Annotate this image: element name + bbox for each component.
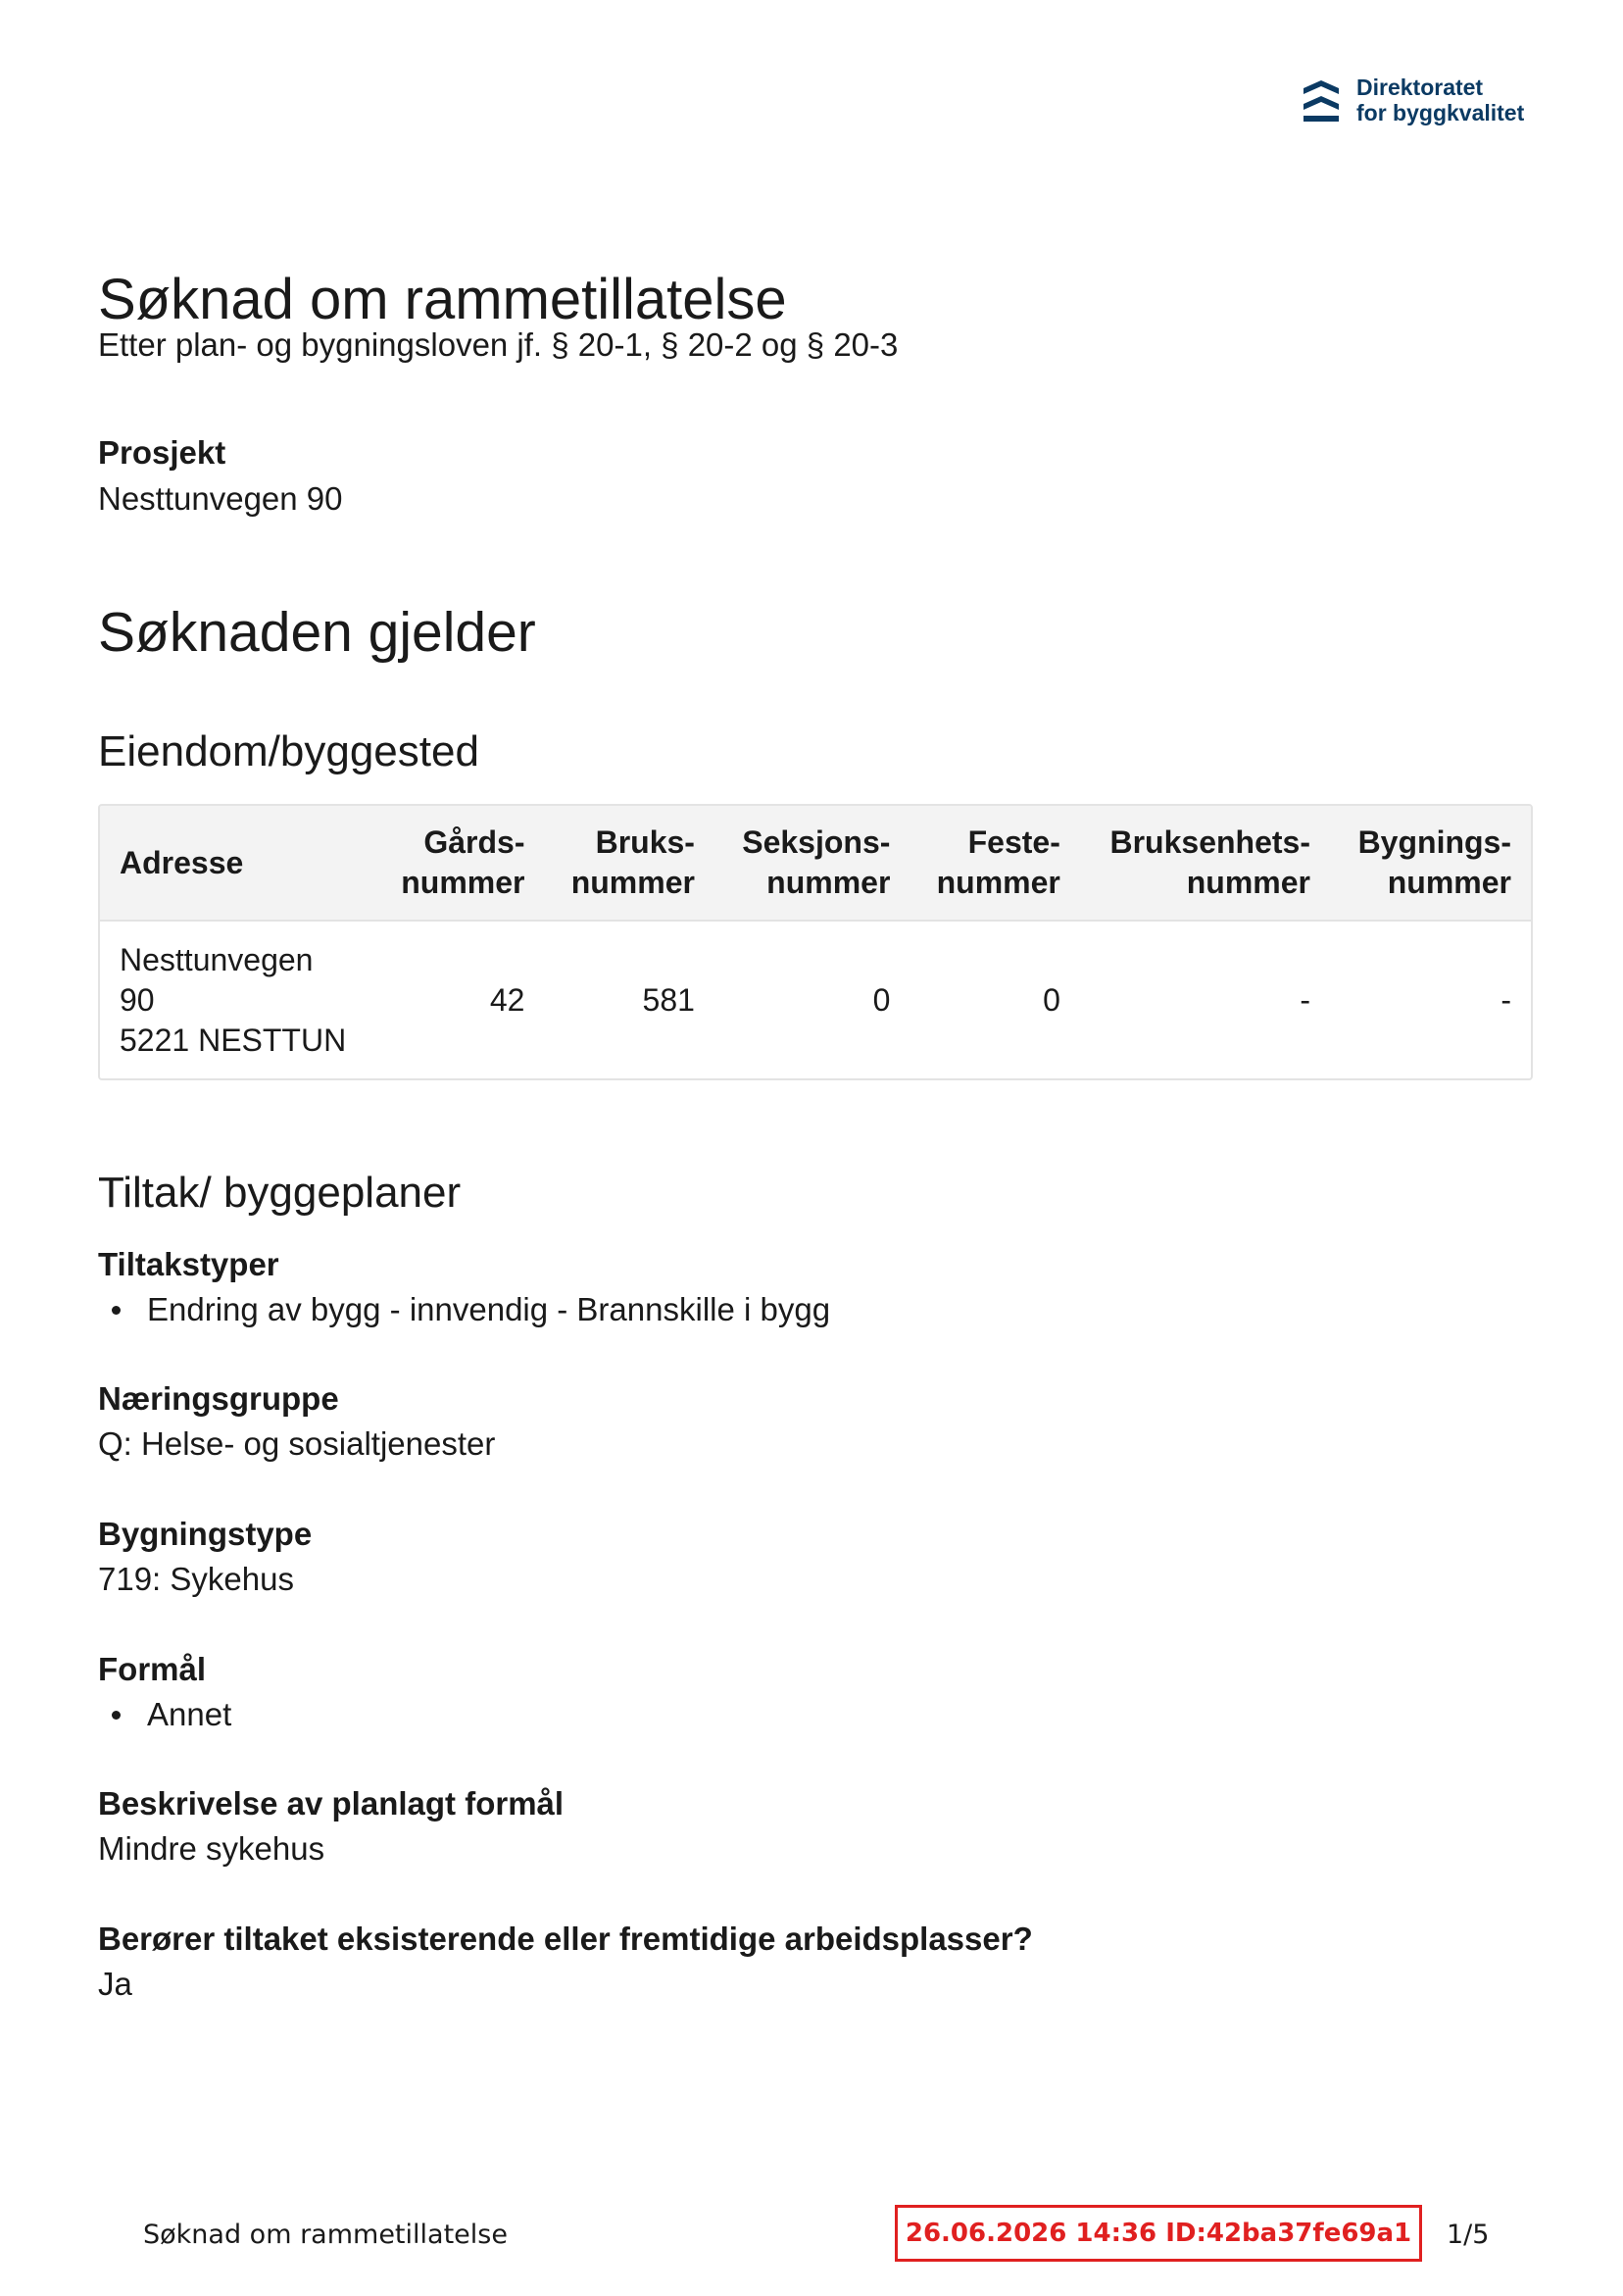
col-header-festenummer: Feste- nummer: [910, 806, 1079, 921]
bygningstype-value: 719: Sykehus: [98, 1561, 294, 1597]
cell-seksjonsnummer: 0: [872, 982, 891, 1018]
footer-title: Søknad om rammetillatelse: [143, 2220, 508, 2250]
section-title: Søknaden gjelder: [98, 601, 536, 664]
formal-label: Formål: [98, 1651, 207, 1687]
col-header-bruksenhetsnummer: Bruksenhets- nummer: [1080, 806, 1330, 921]
project-label: Prosjekt: [98, 434, 226, 471]
bygningstype-label: Bygningstype: [98, 1516, 313, 1552]
cell-festenummer: 0: [1043, 982, 1060, 1018]
tiltak-title: Tiltak/ byggeplaner: [98, 1169, 462, 1217]
dibk-chevron-logo-icon: [1302, 78, 1341, 124]
list-item: Annet: [98, 1695, 231, 1734]
logo-line-2: for byggkvalitet: [1356, 100, 1525, 125]
timestamp-stamp: 26.06.2026 14:36 ID:42ba37fe69a1: [895, 2205, 1422, 2262]
arbeidsplasser-label: Berører tiltaket eksisterende eller fremtidige arbeidsplasser?: [98, 1921, 1033, 1957]
page-number: 1/5: [1447, 2220, 1490, 2250]
naeringsgruppe-label: Næringsgruppe: [98, 1380, 339, 1417]
property-title: Eiendom/byggested: [98, 727, 479, 775]
list-item: Endring av bygg - innvendig - Brannskille i bygg: [98, 1290, 830, 1329]
cell-gardsnummer: 42: [489, 982, 525, 1018]
tiltakstyper-label: Tiltakstyper: [98, 1246, 279, 1282]
tiltakstyper-list: [98, 1290, 830, 1329]
formal-list: [98, 1695, 231, 1734]
col-header-bruksnummer: Bruks- nummer: [544, 806, 713, 921]
table-header-row: [100, 806, 1531, 921]
cell-adresse: Nesttunvegen 90 5221 NESTTUN: [120, 942, 347, 1058]
cell-bygningsnummer: -: [1500, 982, 1511, 1018]
document-title: Søknad om rammetillatelse: [98, 268, 787, 331]
arbeidsplasser-value: Ja: [98, 1966, 132, 2002]
col-header-adresse: Adresse: [100, 806, 374, 921]
project-value: Nesttunvegen 90: [98, 480, 343, 517]
property-table: [98, 804, 1533, 1080]
naeringsgruppe-value: Q: Helse- og sosialtjenester: [98, 1425, 496, 1462]
cell-bruksnummer: 581: [642, 982, 695, 1018]
logo-line-1: Direktoratet: [1356, 75, 1484, 100]
col-header-seksjonsnummer: Seksjons- nummer: [714, 806, 910, 921]
beskrivelse-label: Beskrivelse av planlagt formål: [98, 1785, 565, 1822]
document-subtitle: Etter plan- og bygningsloven jf. § 20-1, § 20-2 og § 20-3: [98, 326, 899, 363]
col-header-gardsnummer: Gårds- nummer: [374, 806, 544, 921]
dibk-logo: [1302, 75, 1547, 133]
logo-text: [1356, 75, 1524, 125]
table-row: [100, 921, 1531, 1079]
beskrivelse-value: Mindre sykehus: [98, 1830, 325, 1867]
col-header-bygningsnummer: Bygnings- nummer: [1330, 806, 1531, 921]
cell-bruksenhetsnummer: -: [1300, 982, 1310, 1018]
